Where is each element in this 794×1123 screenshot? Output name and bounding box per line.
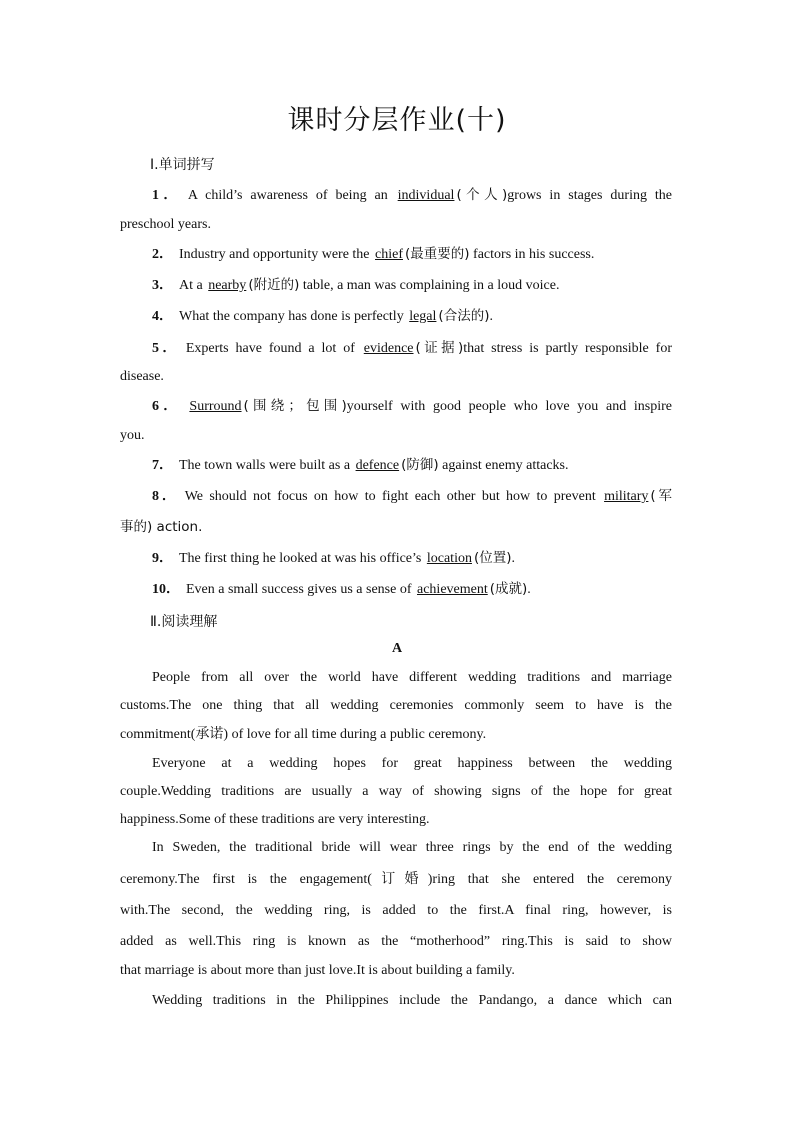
question-text: .	[511, 551, 516, 566]
answer-word: defence	[355, 458, 400, 473]
question-line	[152, 306, 672, 327]
passage-line: Everyone at a wedding hopes for great happiness between the wedding	[152, 756, 672, 771]
chinese-hint: (合法的)	[438, 308, 490, 324]
passage-line: couple.Wedding traditions are usually a way of showing signs of the hope for great	[120, 784, 672, 799]
section-heading-reading: Ⅱ.阅读理解	[150, 614, 218, 630]
question-text: Industry and opportunity were the	[179, 247, 370, 262]
question-text: .	[489, 309, 493, 324]
question-text: yourself with good people who love you and inspire	[346, 399, 672, 414]
question-line	[152, 396, 672, 417]
question-continuation: you.	[120, 428, 145, 443]
passage-line: that marriage is about more than just love.It is about building a family.	[120, 963, 515, 978]
question-line	[152, 244, 672, 265]
question-text: At a	[179, 278, 203, 293]
question-text: The first thing he looked at was his office’s	[179, 551, 422, 566]
question-number: 2．	[152, 247, 173, 262]
question-text: Experts have found a lot of	[185, 341, 355, 356]
passage-line: People from all over the world have different wedding traditions and marriage	[152, 670, 672, 685]
page-title: 课时分层作业(十)	[287, 105, 507, 136]
question-text: We should not focus on how to fight each other but how to prevent	[184, 489, 596, 504]
question-line	[152, 579, 672, 600]
passage-line: Wedding traditions in the Philippines include the Pandango, a dance which can	[152, 993, 672, 1008]
chinese-hint: (最重要的)	[405, 246, 470, 262]
passage-line: commitment(承诺) of love for all time during a public ceremony.	[120, 727, 487, 742]
question-number: 10．	[152, 582, 180, 597]
chinese-hint: (证据)	[415, 340, 464, 356]
question-number: 6．	[152, 399, 182, 414]
question-number: 1．	[152, 188, 182, 203]
question-text: grows in stages during the	[507, 188, 672, 203]
question-text: that stress is partly responsible for	[463, 341, 672, 356]
question-number: 7．	[152, 458, 173, 473]
question-line	[152, 275, 672, 296]
question-text: What the company has done is perfectly	[179, 309, 404, 324]
question-number: 8．	[152, 489, 179, 504]
question-continuation: 事的) action.	[120, 519, 203, 535]
answer-word: individual	[397, 188, 455, 203]
answer-word: evidence	[363, 341, 414, 356]
chinese-hint: (军	[650, 488, 672, 504]
answer-word: location	[426, 551, 472, 566]
question-line	[152, 185, 672, 206]
question-number: 5．	[152, 341, 180, 356]
section-heading-spelling: Ⅰ.单词拼写	[150, 157, 215, 173]
question-continuation: preschool years.	[120, 217, 211, 232]
answer-word: nearby	[208, 278, 247, 293]
passage-line: with.The second, the wedding ring, is added to the first.A final ring, however, is	[120, 903, 672, 918]
question-text: A child’s awareness of being an	[187, 188, 388, 203]
question-text: against enemy attacks.	[442, 458, 569, 473]
passage-line: added as well.This ring is known as the “motherhood” ring.This is said to show	[120, 934, 672, 949]
passage-label: A	[391, 641, 403, 656]
chinese-hint: (位置)	[473, 550, 512, 566]
answer-word: military	[604, 489, 649, 504]
chinese-hint: (个人)	[456, 187, 508, 203]
question-text: factors in his success.	[473, 247, 595, 262]
passage-line: In Sweden, the traditional bride will wear three rings by the end of the wedding	[152, 840, 672, 855]
question-text: The town walls were built as a	[179, 458, 351, 473]
question-text: table, a man was complaining in a loud voice.	[302, 278, 560, 293]
question-line	[152, 338, 672, 359]
question-number: 3．	[152, 278, 173, 293]
question-text: Even a small success gives us a sense of	[186, 582, 412, 597]
answer-word: achievement	[417, 582, 488, 597]
answer-word: Surround	[189, 399, 242, 414]
answer-word: legal	[409, 309, 437, 324]
chinese-hint: (成就)	[489, 581, 528, 597]
question-number: 4．	[152, 309, 173, 324]
answer-word: chief	[375, 247, 403, 262]
question-number: 9．	[152, 551, 173, 566]
chinese-hint: (围绕；包围)	[243, 398, 347, 414]
chinese-hint: (防御)	[401, 457, 439, 473]
passage-line: happiness.Some of these traditions are very interesting.	[120, 812, 430, 827]
passage-line: customs.The one thing that all wedding ceremonies commonly seem to have is the	[120, 698, 672, 713]
passage-line: ceremony.The first is the engagement(订婚)ring that she entered the ceremony	[120, 872, 672, 887]
question-line	[152, 486, 672, 507]
question-text: .	[527, 582, 531, 597]
question-line	[152, 548, 672, 569]
question-continuation: disease.	[120, 369, 164, 384]
chinese-hint: (附近的)	[248, 277, 300, 293]
question-line	[152, 455, 672, 476]
